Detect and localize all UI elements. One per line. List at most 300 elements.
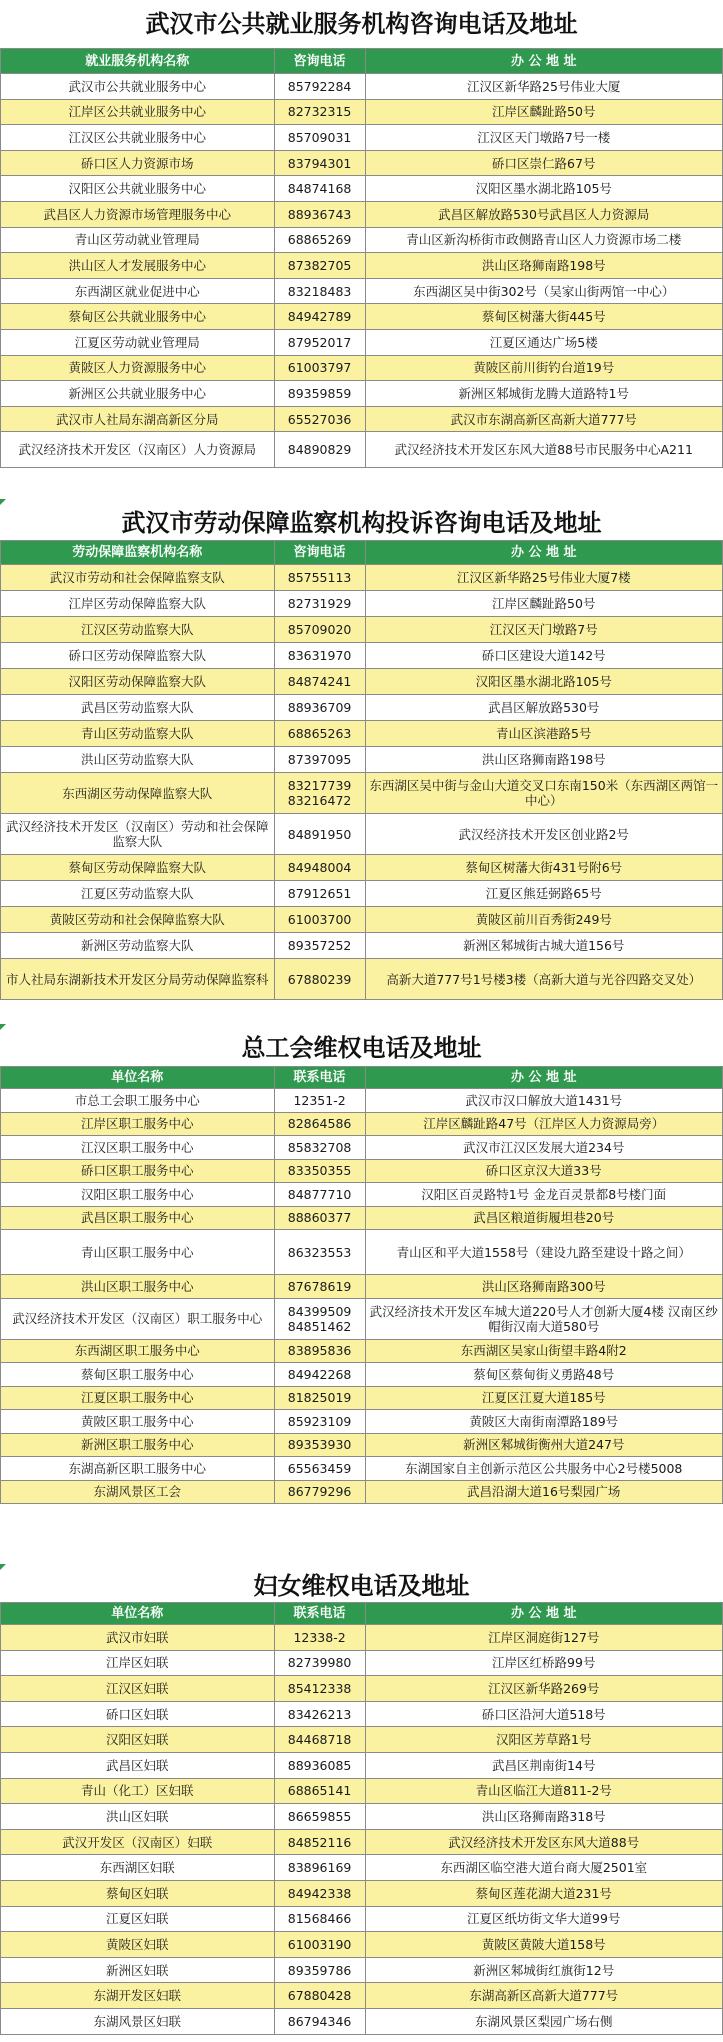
table-row (0, 1481, 723, 1505)
phone-number: 87382705 (287, 257, 352, 273)
phone-number: 84874241 (287, 674, 352, 689)
phone-number: 84874168 (287, 181, 352, 197)
address-cell: 江岸区麟趾路50号 (366, 100, 723, 125)
phone-number: 83217739 (287, 778, 352, 793)
phone-cell (275, 959, 366, 999)
unit-name-cell: 新洲区公共就业服务中心 (1, 381, 275, 406)
phone-cell (275, 1089, 366, 1112)
phone-number: 84891950 (287, 826, 352, 842)
unit-name-cell: 江岸区劳动保障监察大队 (1, 591, 275, 616)
phone-cell (275, 151, 366, 176)
section-title: 总工会维权电话及地址 (241, 1033, 482, 1062)
section-gap (0, 1504, 723, 1570)
phone-cell (275, 1830, 366, 1855)
phone-cell (275, 1481, 366, 1504)
unit-name-cell: 洪山区劳动监察大队 (1, 747, 275, 772)
column-header: 联系电话 (275, 1067, 366, 1088)
phone-number: 89353930 (287, 1437, 352, 1453)
address-cell: 洪山区珞狮南路318号 (366, 1804, 723, 1829)
phone-number: 65527036 (287, 411, 352, 427)
address-cell: 洪山区珞狮南路198号 (366, 253, 723, 278)
unit-name-cell: 黄陂区妇联 (1, 1932, 275, 1957)
phone-cell (275, 1457, 366, 1480)
unit-name-cell: 江夏区妇联 (1, 1907, 275, 1932)
table-row (0, 1907, 723, 1933)
unit-name-cell: 汉阳区劳动保障监察大队 (1, 669, 275, 694)
table-row (0, 1702, 723, 1728)
address-cell: 东西湖区吴家山街望丰路4附2 (366, 1340, 723, 1363)
phone-cell (275, 100, 366, 125)
phone-number: 84468718 (287, 1732, 352, 1748)
phone-number: 85832708 (287, 1139, 352, 1155)
contact-table (0, 48, 723, 468)
phone-cell (275, 1136, 366, 1159)
phone-cell (275, 330, 366, 355)
phone-cell (275, 565, 366, 590)
phone-number: 84852116 (287, 1834, 352, 1850)
section-3 (0, 1030, 723, 1504)
table-row (0, 1230, 723, 1275)
phone-cell (275, 1113, 366, 1136)
unit-name-cell: 黄陂区人力资源服务中心 (1, 356, 275, 381)
unit-name-cell: 江岸区公共就业服务中心 (1, 100, 275, 125)
address-cell: 硚口区建设大道142号 (366, 643, 723, 668)
table-row (0, 747, 723, 773)
table-row (0, 432, 723, 468)
table-row (0, 202, 723, 228)
address-cell: 东西湖区吴中街302号（吴家山街两馆一中心） (366, 279, 723, 304)
address-cell: 硚口区崇仁路67号 (366, 151, 723, 176)
address-cell: 东西湖区临空港大道台商大厦2501室 (366, 1855, 723, 1880)
address-cell: 青山区滨港路5号 (366, 721, 723, 746)
address-cell: 武汉经济技术开发区东风大道88号市民服务中心A211 (366, 432, 723, 467)
phone-cell (275, 1804, 366, 1829)
phone-cell (275, 1727, 366, 1752)
phone-cell (275, 907, 366, 932)
column-header: 咨询电话 (275, 541, 366, 564)
phone-number: 85709020 (287, 622, 352, 637)
address-cell: 江岸区洞庭街127号 (366, 1625, 723, 1650)
phone-cell (275, 1363, 366, 1386)
phone-cell (275, 881, 366, 906)
phone-cell (275, 1160, 366, 1183)
unit-name-cell: 硚口区劳动保障监察大队 (1, 643, 275, 668)
column-header: 办 公 地 址 (366, 1067, 723, 1088)
phone-number: 83426213 (287, 1706, 352, 1722)
unit-name-cell: 江夏区劳动监察大队 (1, 881, 275, 906)
table-row (0, 1136, 723, 1160)
phone-cell (275, 1907, 366, 1932)
unit-name-cell: 江汉区妇联 (1, 1676, 275, 1701)
phone-cell (275, 695, 366, 720)
phone-cell (275, 1753, 366, 1778)
table-row (0, 125, 723, 151)
table-row (0, 1676, 723, 1702)
section-title: 妇女维权电话及地址 (253, 1571, 470, 1600)
table-row (0, 1207, 723, 1231)
address-cell: 武汉经济技术开发区东风大道88号 (366, 1830, 723, 1855)
unit-name-cell: 武汉市妇联 (1, 1625, 275, 1650)
address-cell: 武汉市汉口解放大道1431号 (366, 1089, 723, 1112)
unit-name-cell: 武汉市劳动和社会保障监察支队 (1, 565, 275, 590)
phone-number: 84877710 (287, 1186, 352, 1202)
table-row (0, 695, 723, 721)
phone-cell (275, 125, 366, 150)
phone-number: 83896169 (287, 1860, 352, 1876)
unit-name-cell: 新洲区劳动监察大队 (1, 933, 275, 958)
phone-cell (275, 432, 366, 467)
phone-number: 83350355 (287, 1163, 352, 1179)
phone-number: 84942789 (287, 309, 352, 325)
unit-name-cell: 洪山区人才发展服务中心 (1, 253, 275, 278)
unit-name-cell: 蔡甸区公共就业服务中心 (1, 304, 275, 329)
table-row (0, 74, 723, 100)
phone-number: 86659855 (287, 1808, 352, 1824)
unit-name-cell: 江汉区公共就业服务中心 (1, 125, 275, 150)
unit-name-cell: 新洲区妇联 (1, 1958, 275, 1983)
unit-name-cell: 武昌区劳动监察大队 (1, 695, 275, 720)
address-cell: 武汉经济技术开发区创业路2号 (366, 814, 723, 854)
table-row (0, 253, 723, 279)
phone-number: 87912651 (287, 886, 352, 901)
phone-number: 61003700 (287, 912, 352, 927)
unit-name-cell: 武汉经济技术开发区（汉南区）人力资源局 (1, 432, 275, 467)
address-cell: 黄陂区前川街钓台道19号 (366, 356, 723, 381)
contact-table (0, 1602, 723, 2035)
phone-number: 85755113 (287, 570, 352, 585)
phone-number: 83794301 (287, 155, 352, 171)
phone-cell (275, 1340, 366, 1363)
address-cell: 江夏区江夏大道185号 (366, 1387, 723, 1410)
phone-number: 89359786 (287, 1962, 352, 1978)
phone-cell (275, 1651, 366, 1676)
unit-name-cell: 武汉开发区（汉南区）妇联 (1, 1830, 275, 1855)
unit-name-cell: 东西湖区职工服务中心 (1, 1340, 275, 1363)
phone-cell (275, 176, 366, 201)
unit-name-cell: 武昌区妇联 (1, 1753, 275, 1778)
address-cell: 黄陂区前川百秀街249号 (366, 907, 723, 932)
phone-cell (275, 1881, 366, 1906)
phone-cell (275, 304, 366, 329)
unit-name-cell: 市人社局东湖新技术开发区分局劳动保障监察科 (1, 959, 275, 999)
address-cell: 洪山区珞狮南路300号 (366, 1275, 723, 1298)
table-row (0, 1275, 723, 1299)
address-cell: 黄陂区黄陂大道158号 (366, 1932, 723, 1957)
section-title: 武汉市公共就业服务机构咨询电话及地址 (145, 9, 578, 38)
phone-cell (275, 1702, 366, 1727)
table-row (0, 1881, 723, 1907)
address-cell: 江汉区新华路25号伟业大厦 (366, 74, 723, 99)
address-cell: 洪山区珞狮南路198号 (366, 747, 723, 772)
unit-name-cell: 江汉区劳动监察大队 (1, 617, 275, 642)
phone-number: 89357252 (287, 938, 352, 953)
phone-number: 85792284 (287, 78, 352, 94)
phone-number: 81825019 (287, 1390, 352, 1406)
address-cell: 蔡甸区树藩大街445号 (366, 304, 723, 329)
table-row (0, 1830, 723, 1856)
phone-cell (275, 1387, 366, 1410)
address-cell: 武昌区荆南街14号 (366, 1753, 723, 1778)
unit-name-cell: 东湖风景区妇联 (1, 2009, 275, 2034)
address-cell: 江汉区天门墩路7号 (366, 617, 723, 642)
phone-number: 68865269 (287, 232, 352, 248)
address-cell: 江汉区新华路269号 (366, 1676, 723, 1701)
section-4 (0, 1570, 723, 2035)
table-row (0, 643, 723, 669)
phone-cell (275, 814, 366, 854)
address-cell: 东湖国家自主创新示范区公共服务中心2号楼5008 (366, 1457, 723, 1480)
address-cell: 武昌区解放路530号武昌区人力资源局 (366, 202, 723, 227)
address-cell: 新洲区邾城街衡州大道247号 (366, 1434, 723, 1457)
section-title: 武汉市劳动保障监察机构投诉咨询电话及地址 (121, 508, 602, 537)
table-header-row (0, 541, 723, 565)
phone-cell (275, 1410, 366, 1433)
address-cell: 蔡甸区莲花湖大道231号 (366, 1881, 723, 1906)
unit-name-cell: 武昌区人力资源市场管理服务中心 (1, 202, 275, 227)
unit-name-cell: 黄陂区劳动和社会保障监察大队 (1, 907, 275, 932)
address-cell: 蔡甸区树藩大街431号附6号 (366, 855, 723, 880)
address-cell: 汉阳区墨水湖北路105号 (366, 176, 723, 201)
table-row (0, 773, 723, 814)
unit-name-cell: 江汉区职工服务中心 (1, 1136, 275, 1159)
phone-number: 65563459 (287, 1460, 352, 1476)
table-row (0, 617, 723, 643)
unit-name-cell: 洪山区妇联 (1, 1804, 275, 1829)
table-row (0, 855, 723, 881)
phone-cell (275, 1625, 366, 1650)
address-cell: 硚口区京汉大道33号 (366, 1160, 723, 1183)
unit-name-cell: 硚口区人力资源市场 (1, 151, 275, 176)
phone-cell (275, 617, 366, 642)
phone-number: 81568466 (287, 1911, 352, 1927)
phone-cell (275, 1183, 366, 1206)
unit-name-cell: 江岸区职工服务中心 (1, 1113, 275, 1136)
phone-number: 82739980 (287, 1655, 352, 1671)
table-header-row (0, 1603, 723, 1625)
phone-number: 84890829 (287, 442, 352, 458)
address-cell: 武昌区解放路530号 (366, 695, 723, 720)
unit-name-cell: 武汉经济技术开发区（汉南区）劳动和社会保障监察大队 (1, 814, 275, 854)
address-cell: 青山区和平大道1558号（建设九路至建设十路之间） (366, 1230, 723, 1274)
phone-number: 83895836 (287, 1343, 352, 1359)
column-header: 劳动保障监察机构名称 (1, 541, 275, 564)
phone-cell (275, 381, 366, 406)
phone-number-2: 84851462 (287, 1318, 352, 1334)
unit-name-cell: 新洲区职工服务中心 (1, 1434, 275, 1457)
table-row (0, 1651, 723, 1677)
phone-number: 12351-2 (293, 1092, 346, 1108)
phone-cell (275, 1299, 366, 1339)
table-row (0, 151, 723, 177)
table-row (0, 1434, 723, 1458)
column-header: 单位名称 (1, 1603, 275, 1624)
table-header-row (0, 49, 723, 74)
table-row (0, 1160, 723, 1184)
phone-number: 86779296 (287, 1484, 352, 1500)
unit-name-cell: 硚口区妇联 (1, 1702, 275, 1727)
address-cell: 高新大道777号1号楼3楼（高新大道与光谷四路交叉处） (366, 959, 723, 999)
phone-number: 89359859 (287, 385, 352, 401)
phone-number: 83631970 (287, 648, 352, 663)
phone-number: 67880239 (287, 971, 352, 987)
section-gap (0, 1000, 723, 1030)
phone-number: 87678619 (287, 1278, 352, 1294)
phone-cell (275, 1958, 366, 1983)
address-cell: 新洲区邾城街红旗街12号 (366, 1958, 723, 1983)
unit-name-cell: 东西湖区劳动保障监察大队 (1, 773, 275, 813)
unit-name-cell: 汉阳区妇联 (1, 1727, 275, 1752)
unit-name-cell: 江夏区劳动就业管理局 (1, 330, 275, 355)
address-cell: 武昌区粮道街履坦巷20号 (366, 1207, 723, 1230)
unit-name-cell: 江夏区职工服务中心 (1, 1387, 275, 1410)
table-row (0, 1387, 723, 1411)
phone-cell (275, 1676, 366, 1701)
section-gap (0, 468, 723, 505)
address-cell: 武昌沿湖大道16号梨园广场 (366, 1481, 723, 1504)
address-cell: 江岸区麟趾路50号 (366, 591, 723, 616)
table-row (0, 565, 723, 591)
unit-name-cell: 青山区职工服务中心 (1, 1230, 275, 1274)
unit-name-cell: 市总工会职工服务中心 (1, 1089, 275, 1112)
table-row (0, 1183, 723, 1207)
phone-number: 86323553 (287, 1244, 352, 1260)
phone-number: 85709031 (287, 129, 352, 145)
phone-cell (275, 279, 366, 304)
table-row (0, 959, 723, 1000)
column-header: 单位名称 (1, 1067, 275, 1088)
table-row (0, 907, 723, 933)
phone-cell (275, 1275, 366, 1298)
unit-name-cell: 蔡甸区妇联 (1, 1881, 275, 1906)
address-cell: 新洲区邾城街古城大道156号 (366, 933, 723, 958)
table-row (0, 1363, 723, 1387)
phone-number: 87952017 (287, 334, 352, 350)
table-row (0, 330, 723, 356)
phone-cell (275, 747, 366, 772)
phone-cell (275, 253, 366, 278)
unit-name-cell: 东西湖区妇联 (1, 1855, 275, 1880)
phone-cell (275, 1779, 366, 1804)
unit-name-cell: 武汉市人社局东湖高新区分局 (1, 407, 275, 432)
phone-cell (275, 855, 366, 880)
phone-number: 88936709 (287, 700, 352, 715)
table-row (0, 1089, 723, 1113)
table-row (0, 304, 723, 330)
table-row (0, 1457, 723, 1481)
unit-name-cell: 东湖开发区妇联 (1, 1983, 275, 2008)
phone-cell (275, 721, 366, 746)
table-row (0, 2009, 723, 2035)
phone-number: 88936743 (287, 206, 352, 222)
phone-cell (275, 773, 366, 813)
unit-name-cell: 青山区劳动监察大队 (1, 721, 275, 746)
table-row (0, 881, 723, 907)
table-row (0, 1727, 723, 1753)
phone-number: 88936085 (287, 1757, 352, 1773)
phone-number: 82732315 (287, 104, 352, 120)
column-header: 联系电话 (275, 1603, 366, 1624)
phone-number: 84942268 (287, 1366, 352, 1382)
column-header: 办 公 地 址 (366, 49, 723, 73)
address-cell: 江夏区纸坊街文华大道99号 (366, 1907, 723, 1932)
section-1 (0, 0, 723, 468)
phone-number: 83218483 (287, 283, 352, 299)
table-row (0, 1932, 723, 1958)
table-row (0, 1625, 723, 1651)
table-row (0, 100, 723, 126)
table-row (0, 1410, 723, 1434)
phone-cell (275, 1932, 366, 1957)
phone-number-2: 83216472 (287, 793, 352, 808)
phone-number: 84948004 (287, 860, 352, 875)
address-cell: 江夏区熊廷弼路65号 (366, 881, 723, 906)
unit-name-cell: 黄陂区职工服务中心 (1, 1410, 275, 1433)
column-header: 办 公 地 址 (366, 541, 723, 564)
phone-cell (275, 643, 366, 668)
phone-cell (275, 1230, 366, 1274)
phone-number: 82731929 (287, 596, 352, 611)
address-cell: 武汉经济技术开发区车城大道220号人才创新大厦4楼 汉南区纱帽街汉南大道580号 (366, 1299, 723, 1339)
address-cell: 黄陂区大南街南潭路189号 (366, 1410, 723, 1433)
address-cell: 汉阳区墨水湖北路105号 (366, 669, 723, 694)
unit-name-cell: 东西湖区就业促进中心 (1, 279, 275, 304)
table-header-row (0, 1067, 723, 1089)
phone-cell (275, 1434, 366, 1457)
table-row (0, 176, 723, 202)
phone-cell (275, 591, 366, 616)
phone-number: 87397095 (287, 752, 352, 767)
phone-number: 61003797 (287, 360, 352, 376)
address-cell: 汉阳区百灵路特1号 金龙百灵景都8号楼门面 (366, 1183, 723, 1206)
unit-name-cell: 汉阳区公共就业服务中心 (1, 176, 275, 201)
phone-number: 61003190 (287, 1936, 352, 1952)
address-cell: 江夏区通达广场5楼 (366, 330, 723, 355)
phone-cell (275, 407, 366, 432)
phone-number: 12338-2 (293, 1629, 346, 1645)
table-row (0, 279, 723, 305)
address-cell: 东湖风景区梨园广场右侧 (366, 2009, 723, 2034)
address-cell: 汉阳区芳草路1号 (366, 1727, 723, 1752)
phone-cell (275, 1855, 366, 1880)
column-header: 就业服务机构名称 (1, 49, 275, 73)
unit-name-cell: 蔡甸区职工服务中心 (1, 1363, 275, 1386)
phone-cell (275, 228, 366, 253)
column-header: 咨询电话 (275, 49, 366, 73)
table-row (0, 1958, 723, 1984)
table-row (0, 1804, 723, 1830)
address-cell: 东湖高新区高新大道777号 (366, 1983, 723, 2008)
unit-name-cell: 武昌区职工服务中心 (1, 1207, 275, 1230)
table-row (0, 1340, 723, 1364)
table-row (0, 814, 723, 855)
phone-cell (275, 1207, 366, 1230)
phone-number: 85412338 (287, 1680, 352, 1696)
table-row (0, 1753, 723, 1779)
table-row (0, 721, 723, 747)
table-row (0, 591, 723, 617)
address-cell: 青山区临江大道811-2号 (366, 1779, 723, 1804)
unit-name-cell: 东湖风景区工会 (1, 1481, 275, 1504)
phone-cell (275, 74, 366, 99)
unit-name-cell: 江岸区妇联 (1, 1651, 275, 1676)
table-row (0, 1779, 723, 1805)
address-cell: 新洲区邾城街龙腾大道路特1号 (366, 381, 723, 406)
contact-table (0, 1066, 723, 1504)
address-cell: 江岸区红桥路99号 (366, 1651, 723, 1676)
unit-name-cell: 武汉经济技术开发区（汉南区）职工服务中心 (1, 1299, 275, 1339)
unit-name-cell: 青山区劳动就业管理局 (1, 228, 275, 253)
unit-name-cell: 汉阳区职工服务中心 (1, 1183, 275, 1206)
